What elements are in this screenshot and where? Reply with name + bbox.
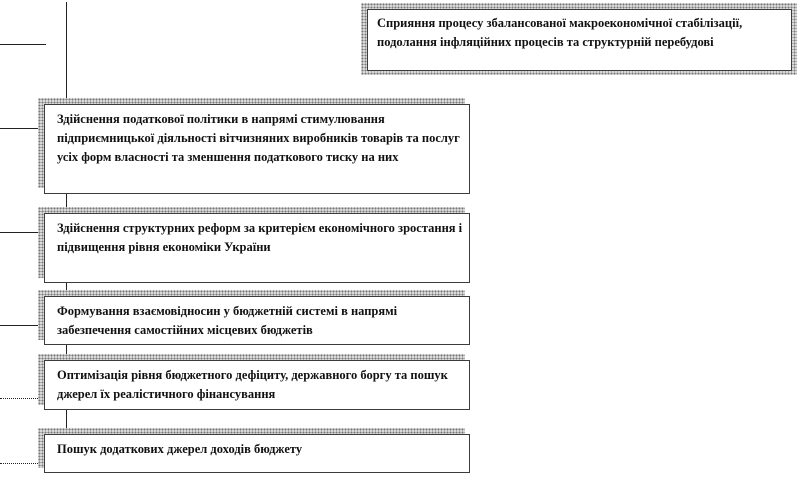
box-budget-relations-text: Формування взаємовідносин у бюджетній системі в напрямі забезпечення самостійних місцевих бюджетів	[57, 304, 398, 337]
box-deficit-optimization	[44, 360, 470, 410]
connector-line-goal	[0, 44, 46, 45]
goal-box	[367, 9, 792, 71]
box-structural-reforms	[44, 213, 470, 283]
goal-box-text: Сприяння процесу збалансованої макроекономічної стабілізації, подолання інфляційних процесів та структурній перебудові	[377, 16, 743, 49]
box-budget-relations	[44, 296, 470, 345]
box-additional-revenue-text: Пошук додаткових джерел доходів бюджету	[57, 442, 303, 456]
box-deficit-optimization-text: Оптимізація рівня бюджетного дефіциту, державного боргу та пошук джерел їх реалістичного фінансування	[57, 368, 448, 401]
box-additional-revenue	[44, 434, 470, 473]
box-structural-reforms-text: Здійснення структурних реформ за критерієм економічного зростання і підвищення рівня економіки України	[57, 221, 463, 254]
box-tax-policy-text: Здійснення податкової політики в напрямі стимулювання підприємницької діяльності вітчизняних виробників товарів та послуг усіх форм власності та зменшення податкового тиску на них	[57, 112, 460, 164]
box-tax-policy	[44, 104, 470, 194]
